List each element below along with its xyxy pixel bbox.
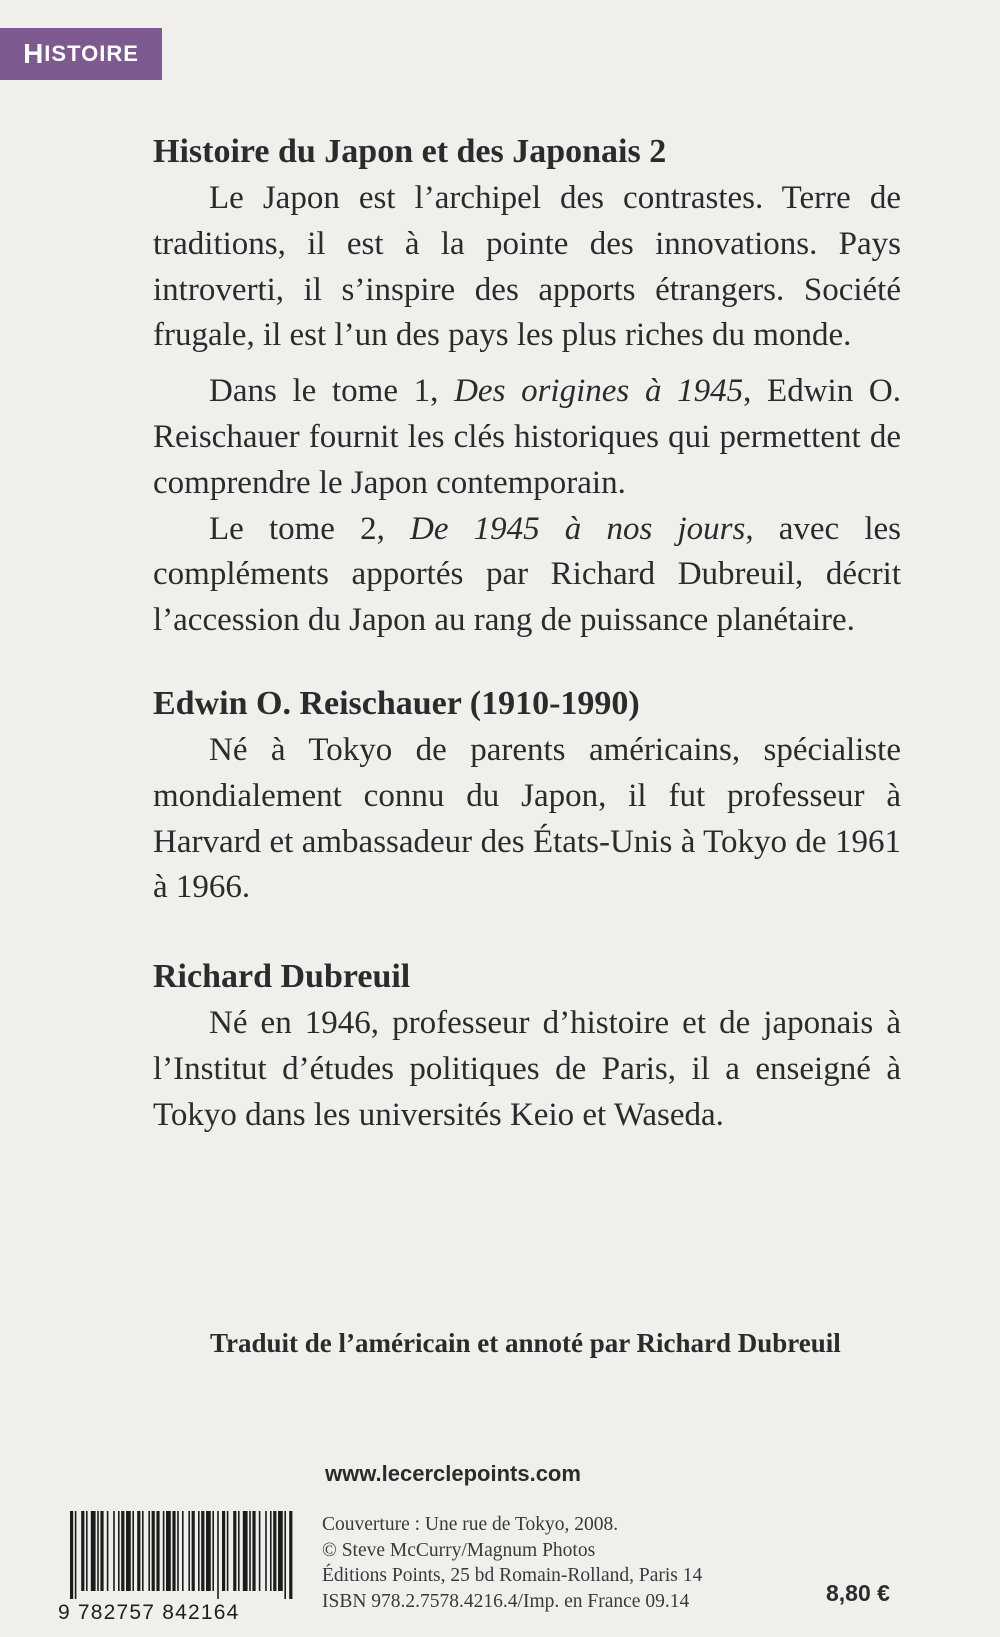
barcode-bar — [126, 1511, 131, 1591]
barcode-bar — [70, 1511, 73, 1599]
barcode-digits: 9 782757 842164 — [58, 1601, 240, 1624]
barcode-bar — [113, 1511, 115, 1591]
barcode-bar — [284, 1511, 286, 1599]
barcode-bar — [252, 1511, 255, 1591]
barcode-bar — [222, 1511, 225, 1591]
translator-bio: Né en 1946, professeur d’histoire et de japonais à l’Institut d’études politiques de Paris, il a enseigné à Tokyo dans les universités Keio et Waseda. — [153, 1005, 901, 1133]
credit-line: © Steve McCurry/Magnum Photos — [322, 1539, 596, 1561]
barcode-bar — [227, 1511, 229, 1591]
barcode-bar — [132, 1511, 134, 1591]
barcode-bar — [163, 1511, 165, 1591]
barcode-bar — [182, 1511, 184, 1591]
barcode-bar — [217, 1511, 219, 1599]
category-label-rest: ISTOIRE — [44, 41, 139, 66]
barcode-bar — [86, 1511, 88, 1591]
barcode-bar — [142, 1511, 144, 1591]
category-label-first: H — [23, 38, 45, 69]
barcode — [58, 1511, 300, 1622]
barcode-bar — [172, 1511, 175, 1591]
barcode-bar — [100, 1511, 103, 1591]
barcode-bar — [118, 1511, 120, 1591]
website-link[interactable]: www.lecerclepoints.com — [325, 1461, 581, 1486]
barcode-bar — [201, 1511, 204, 1591]
barcode-bar — [107, 1511, 109, 1591]
barcode-bar — [289, 1511, 292, 1599]
credit-line: ISBN 978.2.7578.4216.4/Imp. en France 09.14 — [322, 1590, 690, 1612]
barcode-bar — [75, 1511, 77, 1599]
book-title: Histoire du Japon et des Japonais 2 — [153, 133, 667, 170]
barcode-bar — [206, 1511, 211, 1591]
tome-1-title: Des origines à 1945 — [454, 373, 744, 410]
barcode-bar — [188, 1511, 190, 1591]
barcode-bar — [192, 1511, 195, 1591]
blurb-paragraph-3-after: , avec les compléments apportés par Richard Dubreuil, décrit l’accession du Japon au rang de puissance planétaire. — [153, 510, 901, 639]
barcode-bar — [81, 1511, 84, 1591]
barcode-bar — [259, 1511, 261, 1591]
barcode-bar — [238, 1511, 240, 1591]
barcode-bar — [212, 1511, 214, 1591]
credits-block — [322, 1512, 702, 1614]
barcode-bar — [243, 1511, 248, 1591]
barcode-bar — [198, 1511, 200, 1591]
blurb — [153, 128, 901, 1139]
barcode-bar — [273, 1511, 276, 1591]
barcode-bar — [152, 1511, 155, 1591]
blurb-paragraph-1: Le Japon est l’archipel des contrastes. Terre de traditions, il est à la pointe des innovations. Pays introverti, il s’inspire des apports étrangers. Société frugale, il est l’un des pays les plus riches du monde. — [153, 180, 901, 354]
barcode-bar — [270, 1511, 272, 1591]
author-heading: Edwin O. Reischauer (1910-1990) — [153, 684, 640, 722]
author-bio: Né à Tokyo de parents américains, spécialiste mondialement connu du Japon, il fut professeur à Harvard et ambassadeur des États-Unis à Tokyo de 1961 à 1966. — [153, 731, 901, 906]
barcode-bar — [166, 1511, 171, 1591]
barcode-bar — [278, 1511, 283, 1591]
tome-2-title: De 1945 à nos jours — [410, 510, 746, 547]
barcode-bar — [249, 1511, 251, 1591]
blurb-paragraph-2-after: , Edwin O. Reischauer fournit les clés historiques qui permettent de comprendre le Japon contemporain. — [153, 373, 901, 501]
credit-line: Couverture : Une rue de Tokyo, 2008. — [322, 1514, 619, 1535]
barcode-bars-icon — [58, 1511, 300, 1599]
translator-heading: Richard Dubreuil — [153, 958, 411, 996]
blurb-paragraph-3-before: Le tome 2, — [209, 510, 411, 547]
barcode-bar — [97, 1511, 99, 1591]
barcode-bar — [137, 1511, 140, 1591]
blurb-paragraph-3 — [153, 507, 901, 644]
barcode-bar — [177, 1511, 179, 1591]
barcode-bar — [148, 1511, 150, 1591]
blurb-paragraph-2 — [153, 369, 901, 506]
blurb-paragraph-2-before: Dans le tome 1, — [209, 373, 455, 410]
barcode-bar — [121, 1511, 124, 1591]
price: 8,80 € — [826, 1580, 890, 1606]
translation-credit: Traduit de l’américain et annoté par Richard Dubreuil — [210, 1328, 841, 1358]
barcode-bar — [233, 1511, 236, 1591]
credit-line: Éditions Points, 25 bd Romain-Rolland, Paris 14 — [322, 1565, 703, 1586]
category-tag — [0, 28, 162, 80]
barcode-bar — [91, 1511, 96, 1591]
barcode-bar — [156, 1511, 159, 1591]
barcode-bar — [265, 1511, 267, 1591]
